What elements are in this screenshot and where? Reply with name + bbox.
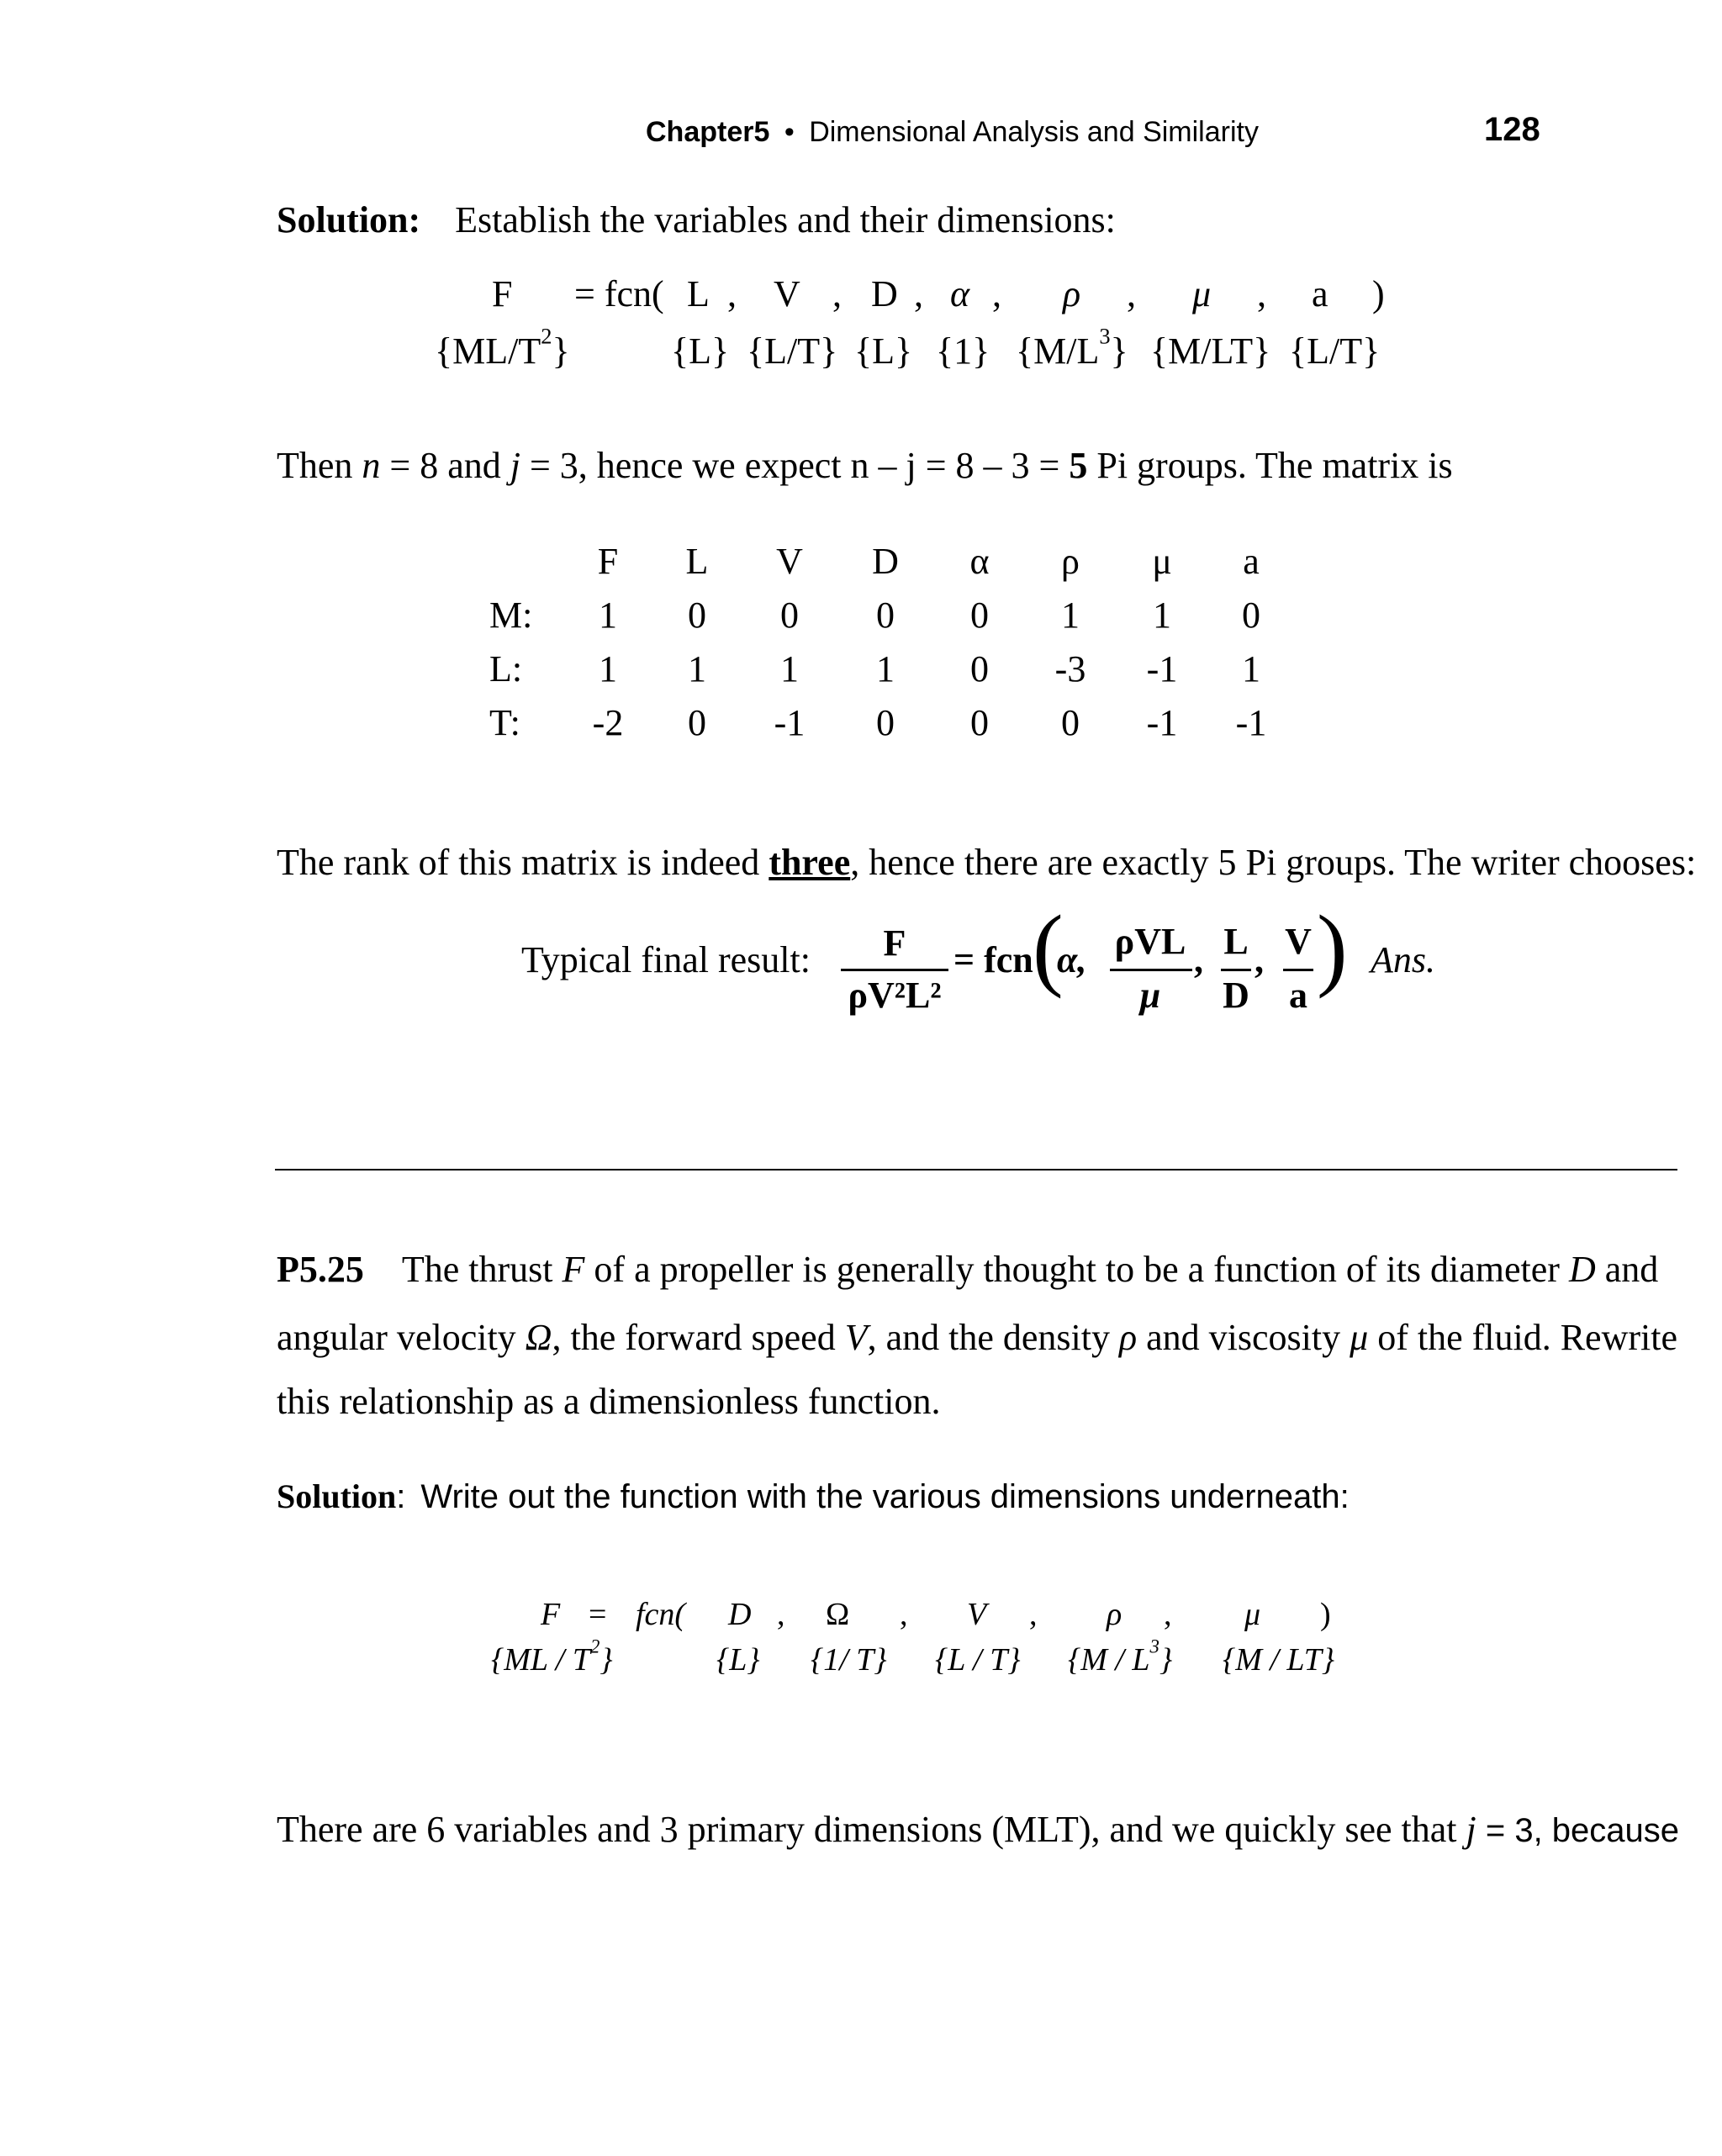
dim-L: {L} [671, 330, 730, 372]
final-result [0, 896, 1722, 1016]
matrix-cell: 1 [688, 648, 706, 690]
eq-var-D: D [871, 273, 898, 314]
matrix-cell: -1 [1146, 702, 1178, 743]
matrix-col-header: ρ [1061, 541, 1080, 582]
fraction-bar [1110, 969, 1192, 971]
eq2-comma: , [1029, 1597, 1038, 1632]
problem-line-1: P5.25 The thrust F of a propeller is generally thought to be a function of its diameter D and [277, 1249, 1659, 1290]
eq-var-F: F [492, 273, 513, 314]
eq2-equals: = [589, 1597, 607, 1632]
matrix-col-header: L [685, 541, 709, 582]
eq2-comma: , [1164, 1597, 1172, 1632]
problem-line-3: this relationship as a dimensionless function. [277, 1381, 941, 1422]
bullet: • [784, 116, 795, 148]
dim-F: $\{ML/T^2\}$ [435, 323, 570, 372]
eq2-comma: , [900, 1597, 908, 1632]
matrix-cell: 1 [780, 648, 799, 690]
matrix-cell: 1 [599, 648, 617, 690]
dim-alpha: {1} [936, 330, 990, 372]
matrix-col-header: α [969, 541, 990, 582]
dim2-Omega: {1/ T} [811, 1642, 887, 1678]
matrix-cell: 0 [970, 702, 989, 743]
eq-var-rho: ρ [1063, 273, 1081, 314]
matrix-col-header: V [776, 541, 803, 582]
eq-var-alpha: α [950, 273, 970, 314]
matrix-cell: 1 [599, 594, 617, 636]
dim-a: {L/T} [1289, 330, 1381, 372]
dim2-V: {L / T} [935, 1642, 1021, 1678]
matrix-cell: 0 [876, 702, 895, 743]
dim2-mu: {M / LT} [1223, 1642, 1335, 1678]
matrix-col-header: D [872, 541, 899, 582]
solution-2-line: Solution: Write out the function with the various dimensions underneath: [277, 1477, 1350, 1515]
matrix-col-header: μ [1152, 541, 1172, 582]
matrix-cell: 0 [780, 594, 799, 636]
dim2-D: {L} [716, 1642, 760, 1678]
rank-line: The rank of this matrix is indeed three, hence there are exactly 5 Pi groups. The writer chooses: [277, 842, 1697, 883]
fraction-bar [841, 969, 948, 971]
matrix-cell: 1 [1242, 648, 1260, 690]
matrix-col-header: F [597, 541, 619, 582]
eq-comma: , [914, 273, 923, 314]
matrix-cell: 0 [688, 594, 706, 636]
lhs-denominator: ρV²L² [848, 975, 942, 1016]
eq-var-a: a [1312, 273, 1328, 314]
matrix-cell: 0 [1061, 702, 1080, 743]
eq-comma: , [992, 273, 1001, 314]
group3-denominator: D [1223, 975, 1249, 1016]
dim2-F: $\{ML / T^2\}$ [491, 1635, 613, 1678]
fraction-bar [1221, 969, 1251, 971]
dim-rho: $\{M/L^3\}$ [1016, 323, 1128, 372]
matrix-cell: 1 [1061, 594, 1080, 636]
eq-comma: , [1257, 273, 1266, 314]
eq2-close-paren: ) [1320, 1597, 1331, 1632]
chapter-title: Dimensional Analysis and Similarity [809, 116, 1259, 148]
matrix-cell: 1 [1153, 594, 1171, 636]
final-result-label: Typical final result: [521, 939, 811, 980]
group2-denominator: μ [1139, 975, 1161, 1016]
problem-number: P5.25 [277, 1249, 364, 1290]
running-header [646, 116, 1259, 149]
ans-label: Ans. [1371, 939, 1435, 980]
equals-fcn: = fcn [953, 939, 1033, 980]
dim-V: {L/T} [747, 330, 838, 372]
eq-comma: , [1127, 273, 1136, 314]
matrix-row-label: L: [489, 648, 523, 690]
section-divider [275, 1169, 1677, 1170]
eq2-comma: , [777, 1597, 785, 1632]
group-alpha: α, [1057, 939, 1087, 980]
dim2-rho: $\{M / L^3\}$ [1068, 1635, 1173, 1678]
matrix-cell: 0 [970, 648, 989, 690]
comma: , [1194, 939, 1203, 980]
right-paren: ) [1317, 896, 1348, 999]
group4-denominator: a [1289, 975, 1307, 1016]
matrix-row-label: M: [489, 594, 533, 636]
eq-var-V: V [774, 273, 800, 314]
lhs-numerator: F [883, 922, 906, 964]
solution-label: Solution: [277, 199, 421, 240]
eq2-var-V: V [967, 1597, 987, 1632]
matrix-cell: -3 [1054, 648, 1086, 690]
eq2-var-D: D [728, 1597, 752, 1632]
eq-comma: , [727, 273, 737, 314]
pi-group-count-line: Then n = 8 and j = 3, hence we expect n – j = 8 – 3 = 5 Pi groups. The matrix is [277, 445, 1453, 486]
group4-numerator: V [1285, 921, 1312, 962]
solution-intro: Establish the variables and their dimensions: [455, 199, 1116, 240]
eq2-fcn: fcn( [636, 1597, 686, 1632]
variables-count-line: There are 6 variables and 3 primary dimensions (MLT), and we quickly see that j = 3, because [277, 1809, 1680, 1850]
left-paren: ( [1033, 896, 1064, 999]
matrix-col-header: a [1243, 541, 1260, 582]
eq-close-paren: ) [1372, 273, 1385, 314]
matrix-cell: -2 [592, 702, 624, 743]
eq-fcn: = fcn( [574, 273, 664, 314]
matrix-cell: 0 [688, 702, 706, 743]
solution-label: Solution [277, 1477, 397, 1515]
matrix-row-label: T: [489, 702, 520, 743]
matrix-cell: -1 [1146, 648, 1178, 690]
eq-comma: , [832, 273, 842, 314]
eq2-var-Omega: Ω [826, 1597, 850, 1632]
matrix-cell: 0 [970, 594, 989, 636]
solution-1-line [277, 198, 1116, 241]
comma: , [1255, 939, 1264, 980]
fraction-bar [1283, 969, 1313, 971]
eq2-var-mu: μ [1244, 1597, 1261, 1632]
matrix-cell: -1 [1235, 702, 1267, 743]
group2-numerator: ρVL [1114, 921, 1186, 962]
matrix-cell: 1 [876, 648, 895, 690]
page-number: 128 [1484, 111, 1540, 148]
problem-line-2: angular velocity Ω, the forward speed V, and the density ρ and viscosity μ of the fluid. Rewrite [277, 1317, 1677, 1358]
eq-var-mu: μ [1192, 273, 1212, 314]
matrix-cell: 0 [1242, 594, 1260, 636]
eq-var-L: L [687, 273, 710, 314]
matrix-cell: -1 [774, 702, 806, 743]
group3-numerator: L [1223, 921, 1249, 962]
eq2-var-rho: ρ [1107, 1597, 1122, 1632]
eq2-var-F: F [541, 1597, 561, 1632]
chapter-label: Chapter5 [646, 116, 770, 148]
dim-mu: {M/LT} [1150, 330, 1271, 372]
matrix-cell: 0 [876, 594, 895, 636]
dim-D: {L} [854, 330, 913, 372]
solution-intro: Write out the function with the various dimensions underneath: [420, 1478, 1350, 1515]
